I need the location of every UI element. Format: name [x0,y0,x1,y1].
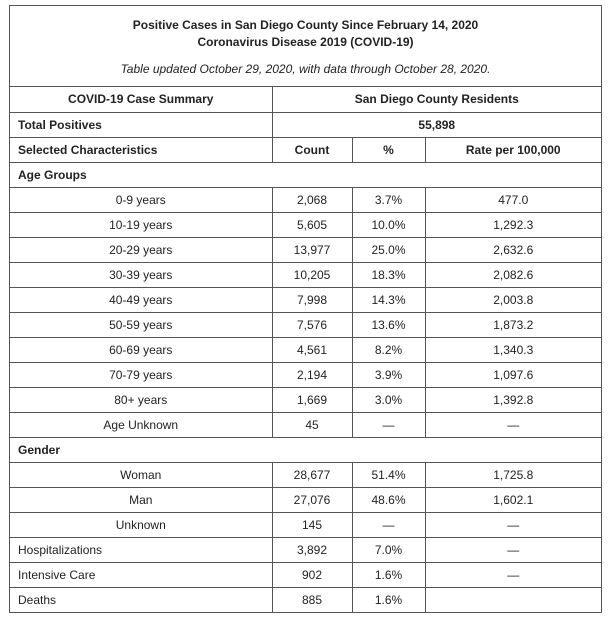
row-label: Deaths [10,587,272,612]
rate-cell: — [425,537,601,562]
count-cell: 2,194 [272,362,352,387]
total-label: Total Positives [10,112,272,137]
rate-cell: 1,392.8 [425,387,601,412]
count-cell: 45 [272,412,352,437]
total-value: 55,898 [272,112,601,137]
summary-header: COVID-19 Case Summary [10,87,272,112]
pct-cell: 51.4% [352,462,425,487]
table-row [10,487,601,512]
table-row [10,512,601,537]
pct-cell: 3.7% [352,187,425,212]
pct-cell: 13.6% [352,312,425,337]
rate-cell [425,587,601,612]
header-row [10,87,601,112]
count-cell: 145 [272,512,352,537]
rate-cell: 2,632.6 [425,237,601,262]
age-section-label: Age Groups [10,162,601,187]
row-label: Age Unknown [10,412,272,437]
pct-cell: 8.2% [352,337,425,362]
col-rate: Rate per 100,000 [425,137,601,162]
case-summary-table [9,5,602,613]
pct-cell: 18.3% [352,262,425,287]
table-row [10,212,601,237]
rate-cell: 1,097.6 [425,362,601,387]
count-cell: 10,205 [272,262,352,287]
rate-cell: 1,873.2 [425,312,601,337]
update-note: Table updated October 29, 2020, with data through October 28, 2020. [120,62,491,76]
column-header-row [10,137,601,162]
total-row [10,112,601,137]
row-label: 20-29 years [10,237,272,262]
table-row [10,387,601,412]
table-row [10,412,601,437]
table-row [10,187,601,212]
count-cell: 7,998 [272,287,352,312]
rate-cell: — [425,412,601,437]
table-subtitle: Coronavirus Disease 2019 (COVID-19) [197,35,414,49]
count-cell: 13,977 [272,237,352,262]
table-row [10,237,601,262]
pct-cell: 3.0% [352,387,425,412]
rate-cell: 2,003.8 [425,287,601,312]
pct-cell: 1.6% [352,562,425,587]
rate-cell: 1,725.8 [425,462,601,487]
table-row [10,462,601,487]
pct-cell: 14.3% [352,287,425,312]
row-label: 70-79 years [10,362,272,387]
count-cell: 7,576 [272,312,352,337]
pct-cell: 10.0% [352,212,425,237]
age-section-row [10,162,601,187]
table-row [10,562,601,587]
pct-cell: 48.6% [352,487,425,512]
row-label: Woman [10,462,272,487]
rate-cell: — [425,512,601,537]
col-count: Count [272,137,352,162]
table-row [10,287,601,312]
row-label: 50-59 years [10,312,272,337]
residents-header: San Diego County Residents [272,87,601,112]
table-row [10,362,601,387]
data-table [10,87,601,612]
count-cell: 1,669 [272,387,352,412]
rate-cell: 1,602.1 [425,487,601,512]
count-cell: 28,677 [272,462,352,487]
pct-cell: 25.0% [352,237,425,262]
pct-cell: 3.9% [352,362,425,387]
count-cell: 5,605 [272,212,352,237]
row-label: Unknown [10,512,272,537]
count-cell: 27,076 [272,487,352,512]
rate-cell: 1,292.3 [425,212,601,237]
pct-cell: 7.0% [352,537,425,562]
row-label: Man [10,487,272,512]
row-label: 40-49 years [10,287,272,312]
gender-section-label: Gender [10,437,601,462]
col-characteristics: Selected Characteristics [10,137,272,162]
row-label: Intensive Care [10,562,272,587]
gender-section-row [10,437,601,462]
col-pct: % [352,137,425,162]
count-cell: 4,561 [272,337,352,362]
count-cell: 902 [272,562,352,587]
pct-cell: — [352,512,425,537]
pct-cell: 1.6% [352,587,425,612]
row-label: Hospitalizations [10,537,272,562]
pct-cell: — [352,412,425,437]
count-cell: 3,892 [272,537,352,562]
table-row [10,537,601,562]
rate-cell: 477.0 [425,187,601,212]
table-row [10,262,601,287]
table-row [10,312,601,337]
count-cell: 2,068 [272,187,352,212]
row-label: 30-39 years [10,262,272,287]
rate-cell: — [425,562,601,587]
row-label: 60-69 years [10,337,272,362]
row-label: 80+ years [10,387,272,412]
row-label: 0-9 years [10,187,272,212]
table-title: Positive Cases in San Diego County Since February 14, 2020 [132,18,479,32]
table-row [10,587,601,612]
table-row [10,337,601,362]
rate-cell: 2,082.6 [425,262,601,287]
count-cell: 885 [272,587,352,612]
table-header [10,6,601,87]
rate-cell: 1,340.3 [425,337,601,362]
row-label: 10-19 years [10,212,272,237]
